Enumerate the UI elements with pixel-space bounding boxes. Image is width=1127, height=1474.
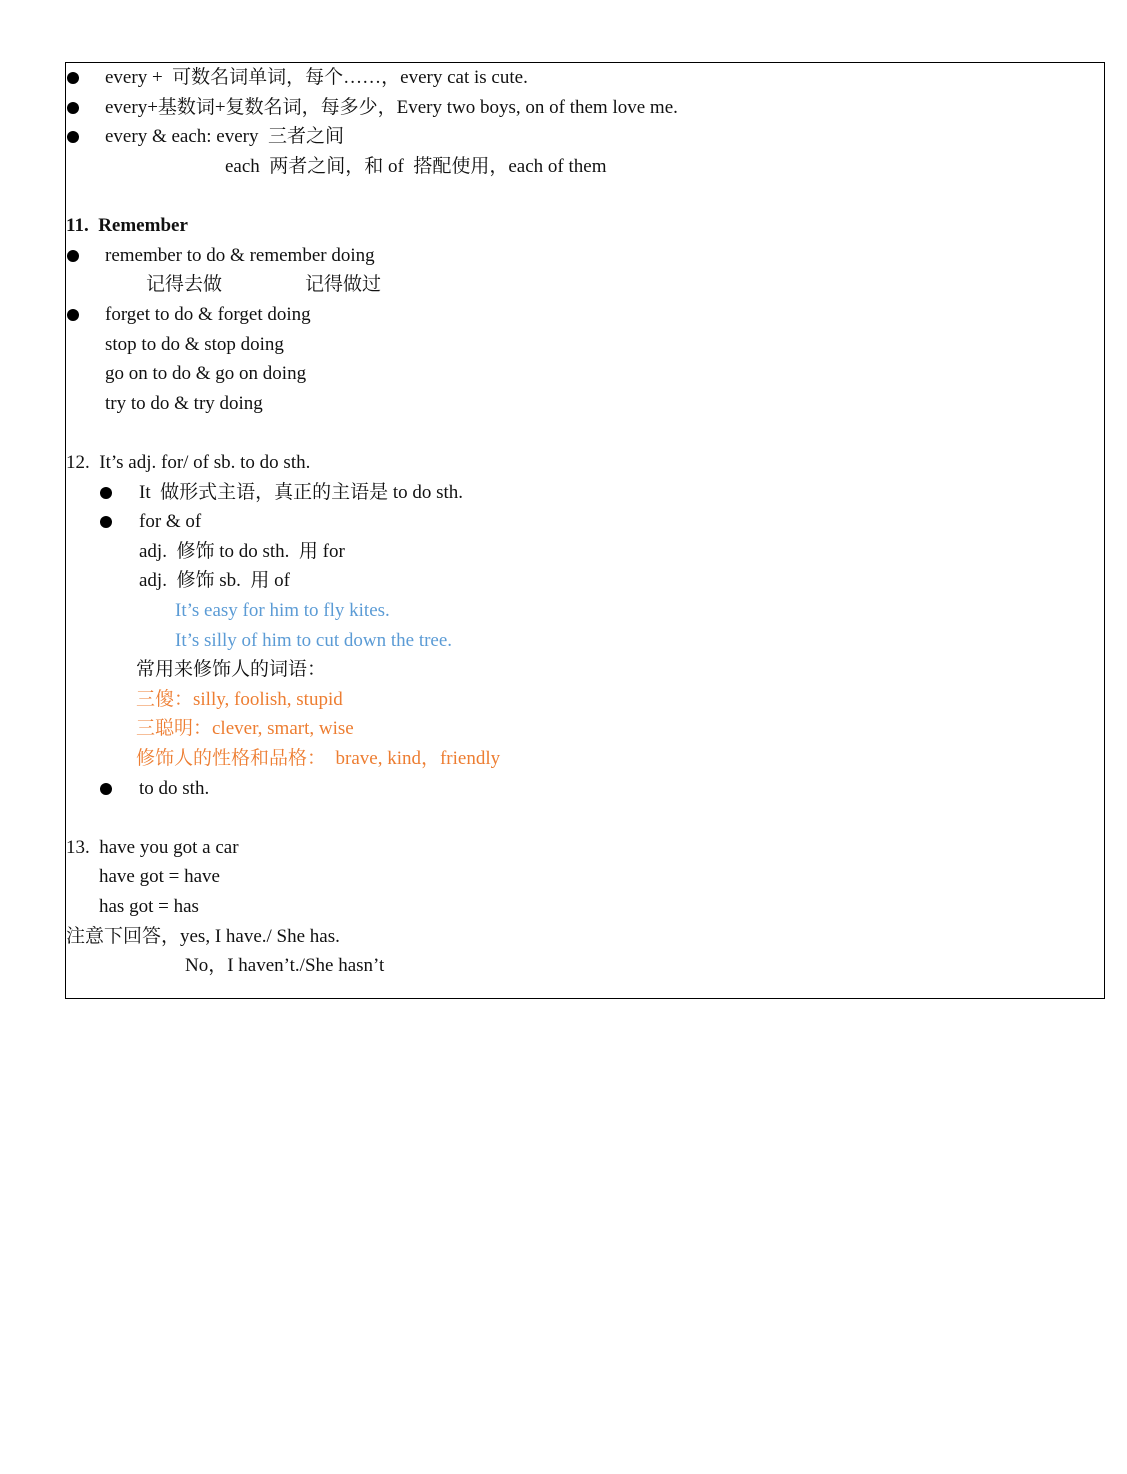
bullet-icon — [67, 309, 79, 321]
section-12-sub-2: adj. 修饰 sb. 用 of — [139, 570, 290, 591]
bullet-icon — [67, 72, 79, 84]
word-group-3: 修饰人的性格和品格： brave, kind，friendly — [136, 748, 501, 769]
section-12-bullet-2: for & of — [139, 511, 202, 532]
every-line-2: every+基数词+复数名词，每多少，Every two boys, on of them love me. — [105, 97, 678, 118]
answer-note-negative: No，I haven’t./She hasn’t — [185, 955, 385, 976]
answer-note: 注意下回答，yes, I have./ She has. — [66, 926, 340, 947]
bullet-icon — [67, 102, 79, 114]
remember-meaning-2: 记得做过 — [305, 274, 382, 295]
word-group-2: 三聪明：clever, smart, wise — [136, 718, 354, 739]
every-line-3: every & each: every 三者之间 — [105, 126, 344, 147]
remember-line-3: forget to do & forget doing — [105, 304, 311, 325]
remember-line-1: remember to do & remember doing — [105, 245, 375, 266]
remember-line-5: go on to do & go on doing — [105, 363, 307, 384]
section-12-bullet-3: to do sth. — [139, 778, 210, 799]
example-sentence-1: It’s easy for him to fly kites. — [175, 600, 390, 621]
remember-line-6: try to do & try doing — [105, 393, 263, 414]
bullet-icon — [67, 250, 79, 262]
section-13-heading: 13. have you got a car — [66, 837, 239, 858]
bullet-icon — [100, 487, 112, 499]
bullet-icon — [100, 783, 112, 795]
bullet-icon — [100, 516, 112, 528]
every-line-1: every + 可数名词单词，每个……，every cat is cute. — [105, 67, 528, 88]
section-12-heading: 12. It’s adj. for/ of sb. to do sth. — [66, 452, 311, 473]
bullet-icon — [67, 131, 79, 143]
section-12-sub-1: adj. 修饰 to do sth. 用 for — [139, 541, 345, 562]
common-words-label: 常用来修饰人的词语： — [136, 659, 327, 680]
remember-line-4: stop to do & stop doing — [105, 334, 284, 355]
every-line-4: each 两者之间，和 of 搭配使用，each of them — [225, 156, 607, 177]
have-got-line-2: has got = has — [99, 896, 199, 917]
section-12-bullet-1: It 做形式主语，真正的主语是 to do sth. — [139, 482, 464, 503]
section-11-heading: 11. Remember — [66, 215, 188, 236]
word-group-1: 三傻：silly, foolish, stupid — [136, 689, 343, 710]
example-sentence-2: It’s silly of him to cut down the tree. — [175, 630, 453, 651]
remember-meaning-1: 记得去做 — [146, 274, 223, 295]
have-got-line-1: have got = have — [99, 866, 220, 887]
